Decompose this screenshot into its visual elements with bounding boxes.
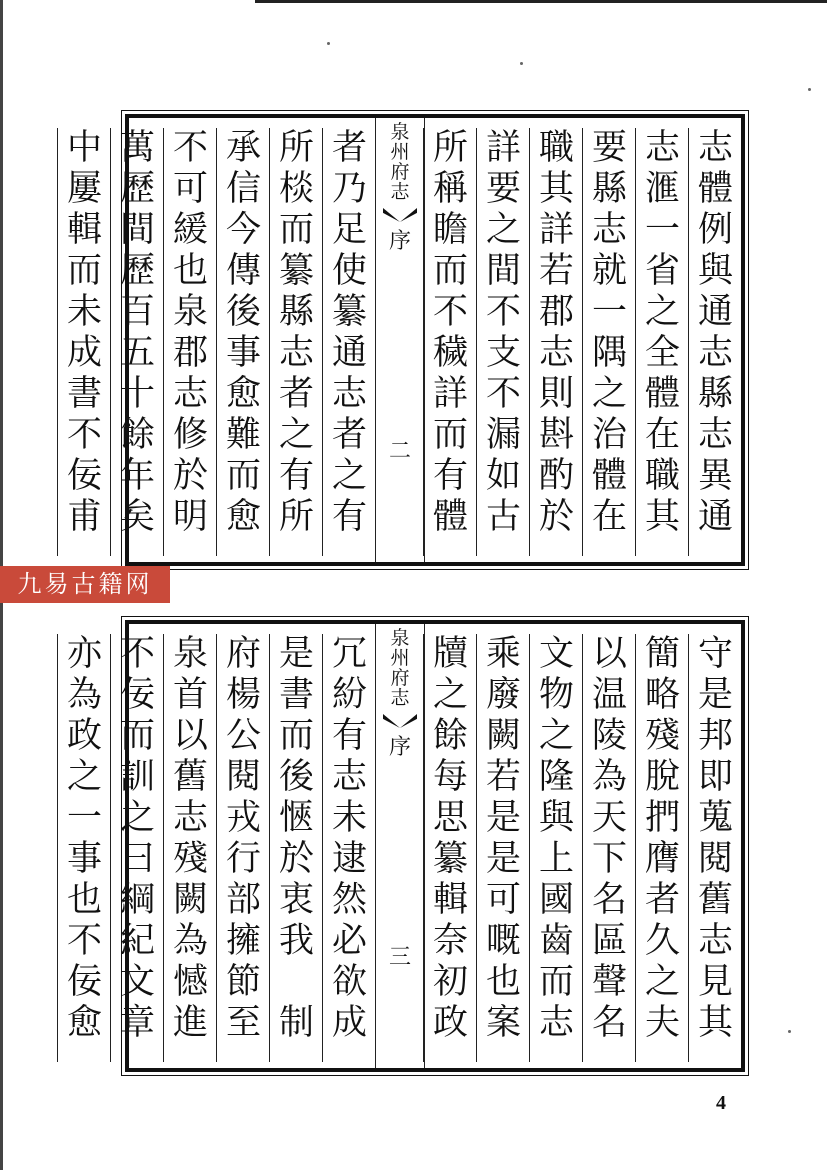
page-block-bottom (66, 620, 745, 1072)
text-column: 簡 略 殘 脫 捫 膺 者 久 之 夫 (635, 634, 689, 1062)
text-column: 志 體 例 與 通 志 縣 志 異 通 (688, 128, 742, 556)
block-spine (375, 624, 425, 1068)
page-number: 4 (716, 1092, 726, 1114)
page-block-top (66, 114, 745, 566)
scan-speck (808, 88, 811, 91)
fishtail-mark-icon (383, 714, 417, 728)
text-column: 府 楊 公 閱 戎 行 部 擁 節 至 (216, 634, 270, 1062)
section-label: 序 (388, 229, 411, 254)
scan-edge-top (255, 0, 827, 3)
text-column: 不 可 緩 也 泉 郡 志 修 於 明 (163, 128, 217, 556)
text-column: 不 佞 而 訓 之 曰 綱 紀 文 章 (110, 634, 164, 1062)
text-column: 文 物 之 隆 與 上 國 齒 而 志 (529, 634, 583, 1062)
text-column: 乘 廢 闕 若 是 是 可 嘅 也 案 (476, 634, 530, 1062)
text-column: 者 乃 足 使 纂 通 志 者 之 有 (322, 128, 376, 556)
text-column: 是 書 而 後 愜 於 衷 我 制 (269, 634, 323, 1062)
block-spine (375, 118, 425, 562)
scan-speck (520, 62, 523, 65)
text-column: 以 温 陵 為 天 下 名 區 聲 名 (582, 634, 636, 1062)
text-column: 萬 歷 間 歷 百 五 十 餘 年 矣 (110, 128, 164, 556)
text-column: 志 滙 一 省 之 全 體 在 職 其 (635, 128, 689, 556)
folio-number: 二 (388, 439, 411, 464)
text-column: 所 棪 而 纂 縣 志 者 之 有 所 (269, 128, 323, 556)
scan-speck (327, 42, 330, 45)
text-column: 職 其 詳 若 郡 志 則 斟 酌 於 (529, 128, 583, 556)
text-column: 詳 要 之 間 不 支 不 漏 如 古 (476, 128, 530, 556)
text-column: 所 稱 瞻 而 不 穢 詳 而 有 體 (423, 128, 477, 556)
text-column: 中 屢 輯 而 未 成 書 不 佞 甫 (57, 128, 111, 556)
text-column: 冗 紛 有 志 未 逮 然 必 欲 成 (322, 634, 376, 1062)
spine-title: 泉 州 府 志 (390, 121, 410, 203)
text-column: 要 縣 志 就 一 隅 之 治 體 在 (582, 128, 636, 556)
text-column: 承 信 今 傳 後 事 愈 難 而 愈 (216, 128, 270, 556)
text-column: 亦 為 政 之 一 事 也 不 佞 愈 (57, 634, 111, 1062)
fishtail-mark-icon (383, 208, 417, 222)
text-column: 泉 首 以 舊 志 殘 闕 為 憾 進 (163, 634, 217, 1062)
scan-speck (788, 1030, 791, 1033)
text-column: 牘 之 餘 每 思 纂 輯 奈 初 政 (423, 634, 477, 1062)
spine-title: 泉 州 府 志 (390, 627, 410, 709)
folio-number: 三 (388, 945, 411, 970)
text-column: 守 是 邦 即 蒐 閱 舊 志 見 其 (688, 634, 742, 1062)
section-label: 序 (388, 735, 411, 760)
watermark-banner: 九易古籍网 (0, 566, 170, 603)
